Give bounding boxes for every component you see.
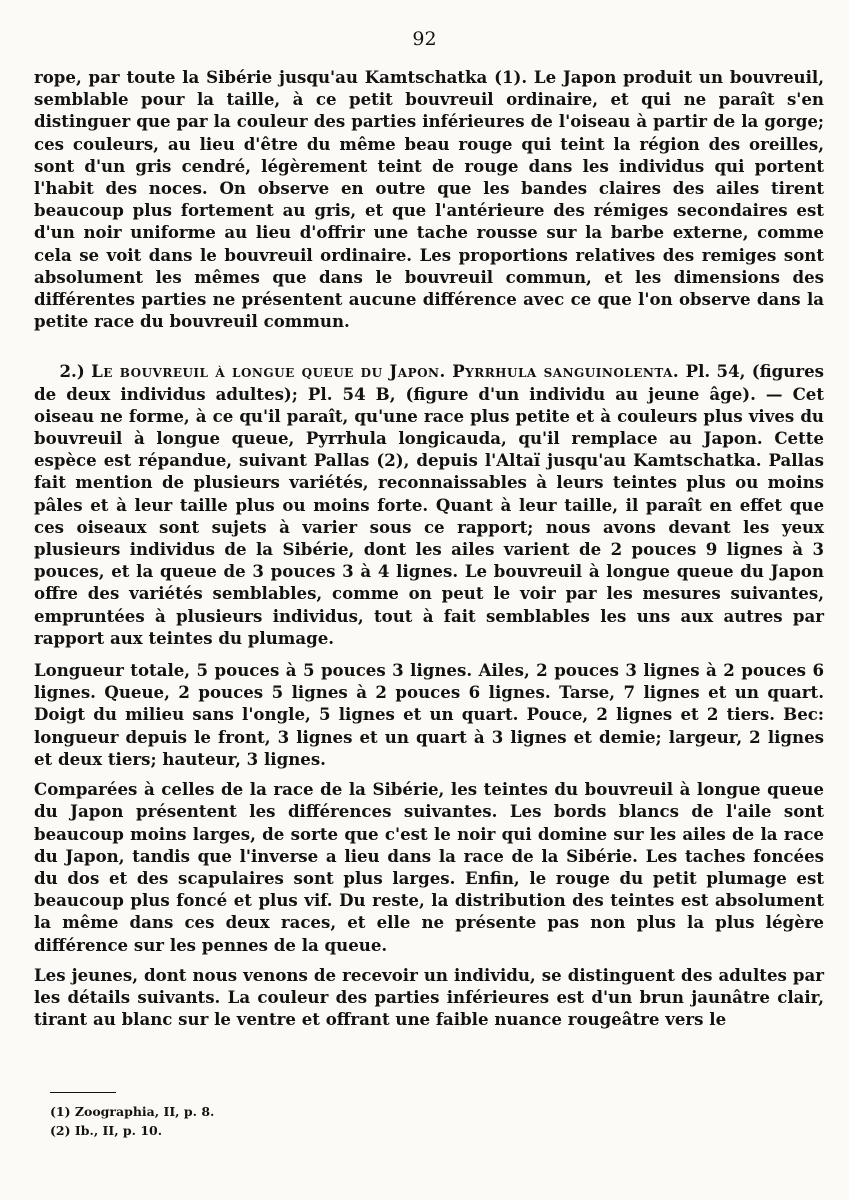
- footnotes: [50, 1102, 450, 1140]
- body-text: [34, 66, 824, 1030]
- species-heading: Le bouvreuil à longue queue du Japon.: [91, 361, 446, 382]
- paragraph-2: [34, 360, 824, 649]
- footnote-1: (1) Zoographia, II, p. 8.: [50, 1104, 215, 1119]
- paragraph-3: Longueur totale, 5 pouces à 5 pouces 3 lignes. Ailes, 2 pouces 3 lignes à 2 pouces 6 lignes. Queue, 2 pouces 5 lignes à 2 pouces 6 lignes. Tarse, 7 lignes et un quart. Doigt du milieu sans l'ongle, 5 lignes et un quart. Pouce, 2 lignes et 2 tiers. Bec: longueur depuis le front, 3 lignes et un quart à 3 lignes et demie; largeur, 2 lignes et deux tiers; hauteur, 3 lignes.: [34, 660, 824, 769]
- page-number: 92: [412, 28, 437, 50]
- section-number: 2.): [59, 361, 85, 382]
- footnote-rule: [50, 1092, 116, 1093]
- species-latin-name: Pyrrhula sanguinolenta.: [452, 361, 680, 382]
- paragraph-5: Les jeunes, dont nous venons de recevoir un individu, se distinguent des adultes par les détails suivants. La couleur des parties inférieures est d'un brun jaunâtre clair, tirant au blanc sur le ventre et offrant une faible nuance rougeâtre vers le: [34, 964, 824, 1030]
- paragraph-2-body: Pl. 54, (figures de deux individus adultes); Pl. 54 B, (figure d'un individu au jeune âge). — Cet oiseau ne forme, à ce qu'il paraît, qu'une race plus petite et à couleurs plus vives du bouvreuil à longue queue, Pyrrhula longicauda, qu'il remplace au Japon. Cette espèce est répandue, suivant Pallas (2), depuis l'Altaï jusqu'au Kamtschatka. Pallas fait mention de plusieurs variétés, reconnaissables à leurs teintes plus ou moins pâles et à leur taille plus ou moins forte. Quant à leur taille, il paraît en effet que ces oiseaux sont sujets à varier sous ce rapport; nous avons devant les yeux plusieurs individus de la Sibérie, dont les ailes varient de 2 pouces 9 lignes à 3 pouces, et la queue de 3 pouces 3 à 4 lignes. Le bouvreuil à longue queue du Japon offre des variétés semblables, comme on peut le voir par les mesures suivantes, empruntées à plusieurs individus, tout à fait semblables les uns aux autres par rapport aux teintes du plumage.: [34, 361, 824, 648]
- footnote-2: (2) Ib., II, p. 10.: [50, 1123, 163, 1138]
- paragraph-1: rope, par toute la Sibérie jusqu'au Kamtschatka (1). Le Japon produit un bouvreuil, semblable pour la taille, à ce petit bouvreuil ordinaire, et qui ne paraît s'en distinguer que par la couleur des parties inférieures de l'oiseau à partir de la gorge; ces couleurs, au lieu d'être du même beau rouge qui teint la région des oreilles, sont d'un gris cendré, légèrement teint de rouge dans les individus qui portent l'habit des noces. On observe en outre que les bandes claires des ailes tirent beaucoup plus fortement au gris, et que l'antérieure des rémiges secondaires est d'un noir uniforme au lieu d'offrir une tache rousse sur la barbe externe, comme cela se voit dans le bouvreuil ordinaire. Les proportions relatives des remiges sont absolument les mêmes que dans le bouvreuil commun, et les dimensions des différentes parties ne présentent aucune différence avec ce que l'on observe dans la petite race du bouvreuil commun.: [34, 67, 824, 332]
- paragraph-4: Comparées à celles de la race de la Sibérie, les teintes du bouvreuil à longue queue du Japon présentent les différences suivantes. Les bords blancs de l'aile sont beaucoup moins larges, de sorte que c'est le noir qui domine sur les ailes de la race du Japon, tandis que l'inverse a lieu dans la race de la Sibérie. Les taches foncées du dos et des scapulaires sont plus larges. Enfin, le rouge du petit plumage est beaucoup plus foncé et plus vif. Du reste, la distribution des teintes est absolument la même dans ces deux races, et elle ne présente pas non plus la plus légère différence sur les pennes de la queue.: [34, 779, 824, 955]
